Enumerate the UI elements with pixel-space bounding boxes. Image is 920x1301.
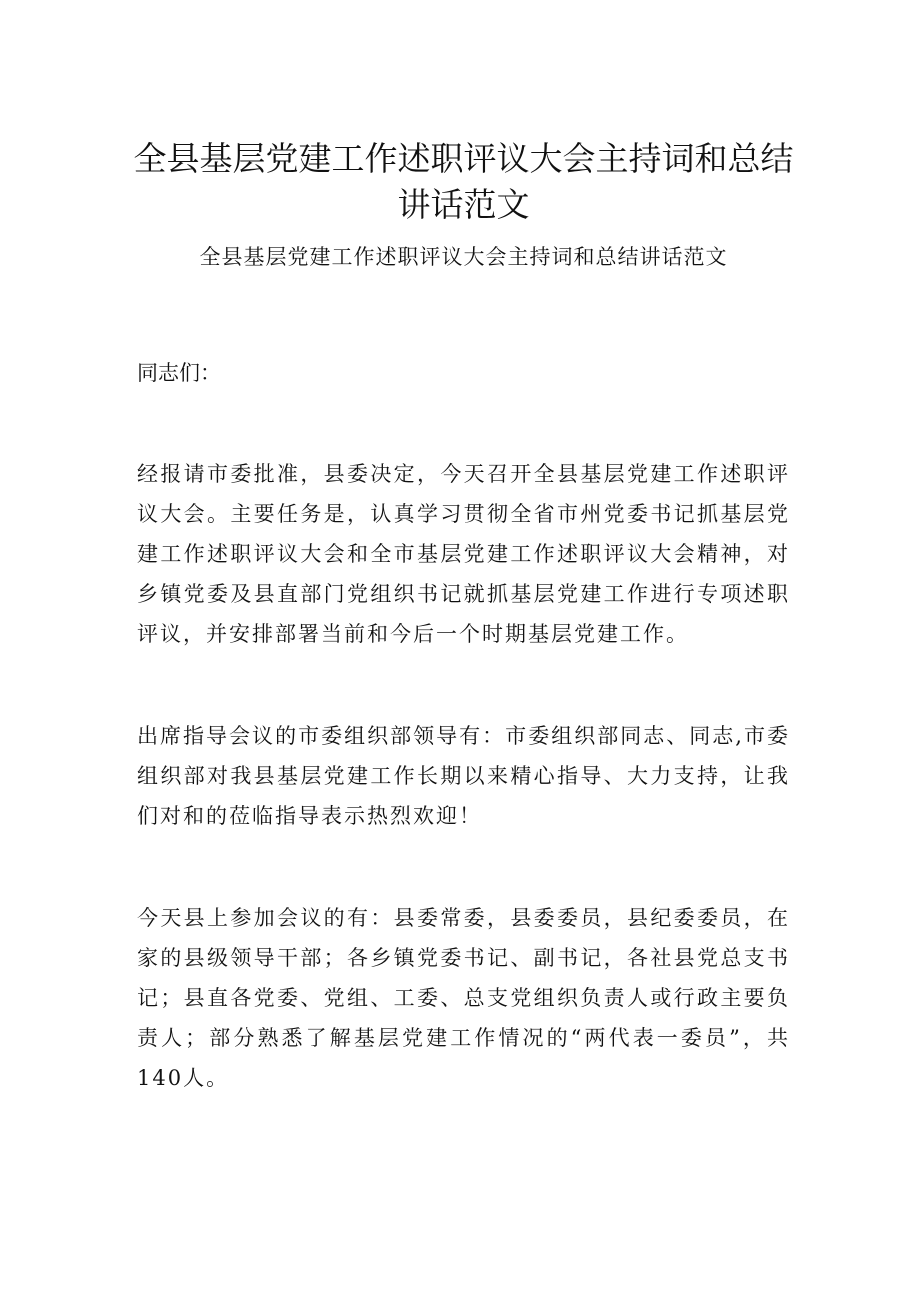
paragraph-attending-leaders: 出席指导会议的市委组织部领导有：市委组织部同志、同志,市委组织部对我县基层党建工作长期以来精心指导、大力支持，让我们对和的莅临指导表示热烈欢迎！: [137, 724, 790, 828]
salutation: 同志们：: [137, 361, 221, 385]
document-title: 全县基层党建工作述职评议大会主持词和总结讲话范文: [133, 139, 794, 224]
paragraph-meeting-purpose: 经报请市委批准，县委决定，今天召开全县基层党建工作述职评议大会。主要任务是，认真学习贯彻全省市州党委书记抓基层党建工作述职评议大会和全市基层党建工作述职评议大会精神，对乡镇党委及县直部门党组织书记就抓基层党建工作进行专项述职评议，并安排部署当前和今后一个时期基层党建工作。: [137, 462, 790, 646]
document-subtitle: 全县基层党建工作述职评议大会主持词和总结讲话范文: [199, 245, 728, 269]
paragraph-participants: 今天县上参加会议的有：县委常委，县委委员，县纪委委员，在家的县级领导干部；各乡镇党委书记、副书记，各社县党总支书记；县直各党委、党组、工委、总支党组织负责人或行政主要负责人；部分熟悉了解基层党建工作情况的“两代表一委员”，共140人。: [137, 906, 790, 1090]
